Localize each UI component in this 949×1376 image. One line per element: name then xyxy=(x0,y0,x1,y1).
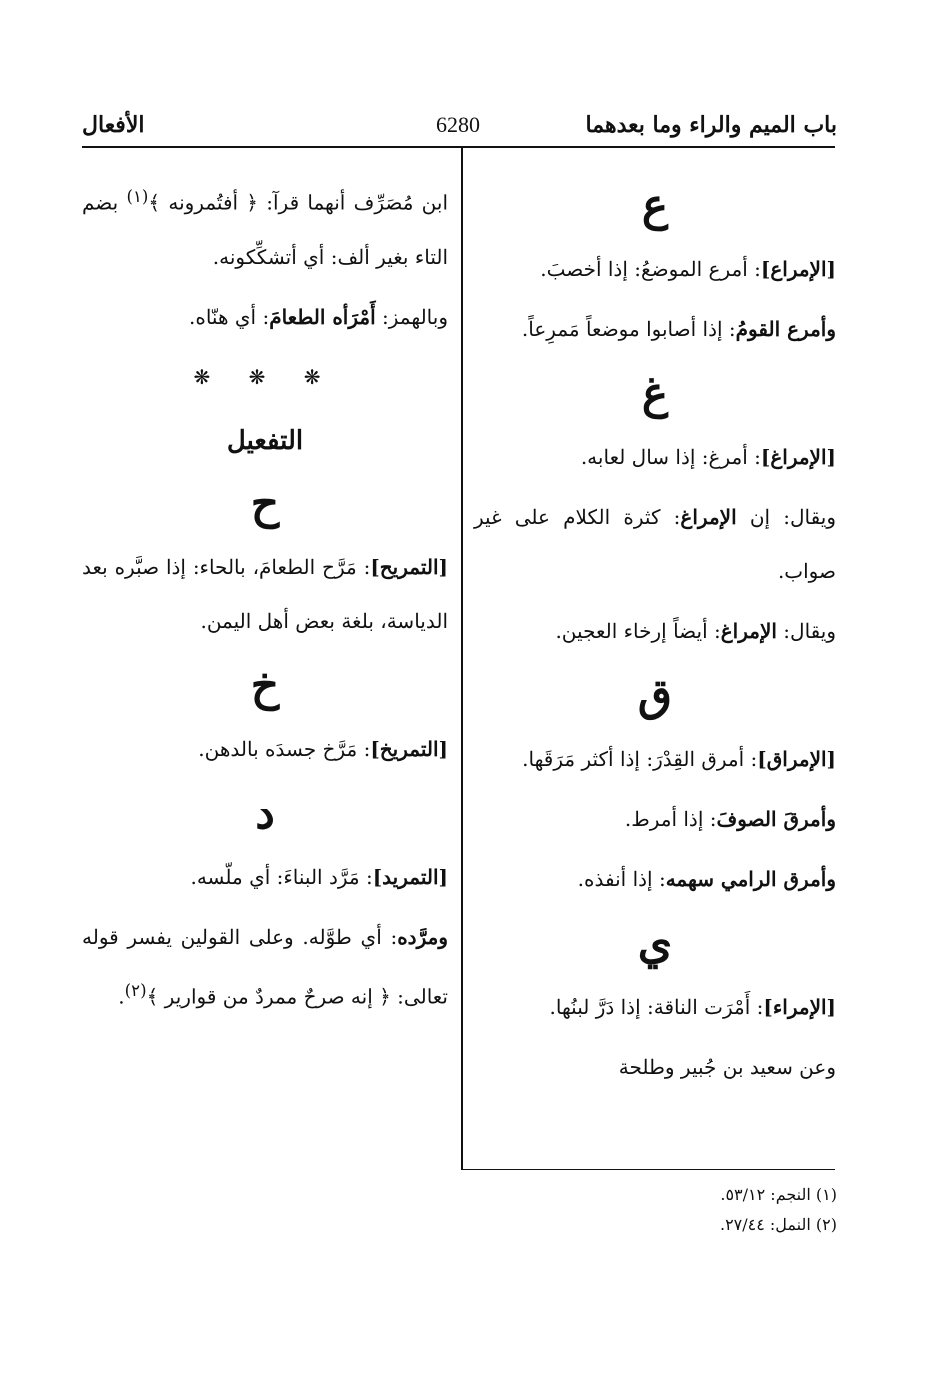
entry-text: : أمرق القِدْرَ: إذا أكثر مَرَقَها. xyxy=(522,747,758,771)
entry-text: : أي طوَّله. وعلى القولين يفسر قوله تعالى: ﴿ إنه صرحٌ ممردٌ من قوارير ﴾ xyxy=(82,924,448,1009)
page-number: 6280 xyxy=(436,112,480,137)
entry-text: : أي هنّاه. xyxy=(189,304,270,329)
entry xyxy=(474,302,836,356)
entry-text: : كثرة الكلام على غير صواب. xyxy=(474,505,836,583)
entry-term: الإمراغ xyxy=(720,619,777,643)
footnote-ref[interactable]: (١) xyxy=(126,187,149,206)
entry xyxy=(474,792,836,846)
entry: وعن سعيد بن جُبير وطلحة xyxy=(618,1055,836,1079)
entry-text: ابن مُصَرِّف أنهما قرآ: ﴿ أفتُمرونه ﴾ xyxy=(148,190,448,215)
entry-text: ويقال: xyxy=(776,619,836,643)
letter-heading: خ xyxy=(250,659,280,711)
letter-heading: غ xyxy=(641,368,669,419)
letter-heading: ق xyxy=(637,670,673,721)
entry-term: وأمرع القومُ xyxy=(735,317,836,341)
entry-text: وبالهمز: xyxy=(375,304,448,329)
entry-term: [الإمراق] xyxy=(757,747,836,771)
footnotes xyxy=(720,1180,837,1240)
entry-term: ومرَّده xyxy=(397,924,448,949)
letter-heading: ي xyxy=(637,918,673,969)
entry-text: : مَرَّح الطعامَ، بالحاء: إذا صبَّره بعد الدياسة، بلغة بعض أهل اليمن. xyxy=(82,554,448,633)
section-header: الأفعال xyxy=(82,112,145,138)
entry xyxy=(474,604,836,658)
entry xyxy=(474,732,836,786)
entry-text: ويقال: إن xyxy=(736,505,836,529)
entry xyxy=(474,852,836,906)
entry-term: الإمراغ xyxy=(680,505,737,529)
entry xyxy=(474,980,836,1034)
entry xyxy=(82,910,448,1024)
entry-text: بضم التاء بغير ألف: أي أتشكِّكونه. xyxy=(82,190,448,269)
entry-term: أَمْرَأه الطعامَ xyxy=(269,304,376,329)
entry xyxy=(82,540,448,648)
header-rule xyxy=(82,146,835,148)
column-separator xyxy=(461,146,463,1170)
entry-text: : أمرع الموضعُ: إذا أخصبَ. xyxy=(540,257,761,281)
left-column xyxy=(82,170,448,1029)
entry-term: وأمرق الرامي سهمه xyxy=(665,867,836,891)
entry-term: [الإمراع] xyxy=(760,257,836,281)
entry-term: [التمريح] xyxy=(370,554,448,579)
entry-term: [التمريد] xyxy=(372,864,448,889)
footnote: (١) النجم: ٥٣/١٢. xyxy=(720,1185,837,1204)
entry-text: : إذا أنفذه. xyxy=(577,867,666,891)
section-title: التفعيل xyxy=(226,425,304,456)
entry-text: : أيضاً إرخاء العجين. xyxy=(555,619,721,643)
entry-term: [الإمراء] xyxy=(763,995,836,1019)
entry-term: [الإمراغ] xyxy=(760,445,836,469)
right-column xyxy=(474,170,836,1100)
entry-term: [التمريخ] xyxy=(370,736,448,761)
entry xyxy=(474,430,836,484)
entry-text: . xyxy=(118,984,125,1009)
entry-text: : مَرَّخ جسدَه بالدهن. xyxy=(198,736,371,761)
letter-heading: ح xyxy=(250,477,280,529)
entry xyxy=(82,290,448,344)
entry xyxy=(82,722,448,776)
letter-heading: ع xyxy=(641,180,669,231)
letter-heading: د xyxy=(255,787,275,839)
entry-text: : أمرغ: إذا سال لعابه. xyxy=(580,445,761,469)
entry-text: : مَرَّد البناءَ: أي ملّسه. xyxy=(190,864,373,889)
section-divider: ❋ ❋ ❋ xyxy=(193,364,337,389)
entry-text: : إذا أصابوا موضعاً مَمرِعاً. xyxy=(521,317,736,341)
entry-text: : إذا أمرط. xyxy=(624,807,717,831)
entry xyxy=(82,850,448,904)
entry xyxy=(82,170,448,284)
chapter-header: باب الميم والراء وما بعدهما xyxy=(585,112,837,138)
footnote-ref[interactable]: (٢) xyxy=(124,980,147,1000)
entry-term: وأمرقَ الصوفَ xyxy=(716,807,836,831)
entry xyxy=(474,490,836,598)
footnote: (٢) النمل: ٢٧/٤٤. xyxy=(719,1215,837,1234)
footnote-rule xyxy=(462,1169,835,1170)
entry-text: : أَمْرَت الناقة: إذا دَرَّ لبنُها. xyxy=(549,995,764,1019)
entry xyxy=(474,242,836,296)
